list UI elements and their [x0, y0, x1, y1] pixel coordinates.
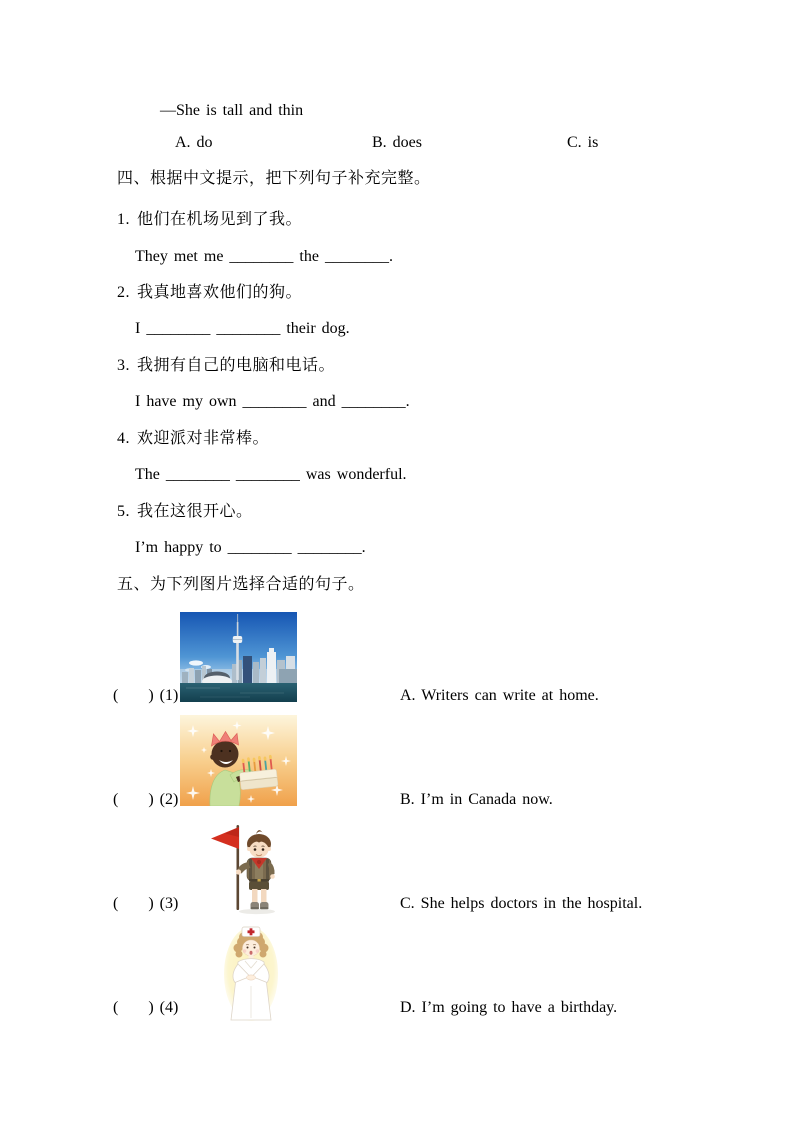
nurse-photo [211, 924, 291, 1023]
answer-slot-2: ( ) (2) [113, 791, 179, 808]
boy-birthday-cake-photo [180, 715, 297, 806]
answer-slot-4: ( ) (4) [113, 999, 179, 1016]
section4-item1-english-blank-line: They met me ________ the ________. [135, 248, 393, 265]
section4-item3-chinese [117, 356, 335, 375]
item-chinese-text: 欢迎派对非常棒。 [137, 430, 270, 447]
item-chinese-text: 我真地喜欢他们的狗。 [137, 284, 303, 301]
answer-slot-3: ( ) (3) [113, 895, 179, 912]
mc-option-a: A. do [175, 134, 213, 151]
section4-item4-english-blank-line: The ________ ________ was wonderful. [135, 466, 407, 483]
section4-item4-chinese [117, 429, 269, 448]
scout-boy-figure [236, 830, 275, 909]
item-chinese-text: 我在这很开心。 [137, 503, 253, 520]
mc-option-c: C. is [567, 134, 599, 151]
toronto-skyline-photo [180, 612, 297, 702]
section4-item5-chinese [117, 502, 253, 521]
scout-boy-flag-photo [202, 818, 294, 915]
match-option-c: C. She helps doctors in the hospital. [400, 895, 643, 912]
item-number: 4. [117, 430, 130, 447]
section4-item1-chinese [117, 210, 302, 229]
section4-item5-english-blank-line: I’m happy to ________ ________. [135, 539, 366, 556]
section4-item2-english-blank-line: I ________ ________ their dog. [135, 320, 350, 337]
section4-heading: 四、根据中文提示，把下列句子补充完整。 [117, 170, 431, 187]
match-option-b: B. I’m in Canada now. [400, 791, 553, 808]
match-option-a: A. Writers can write at home. [400, 687, 599, 704]
item-number: 3. [117, 357, 130, 374]
mc-option-b: B. does [372, 134, 422, 151]
item-number: 5. [117, 503, 130, 520]
item-number: 1. [117, 211, 130, 228]
item-chinese-text: 我拥有自己的电脑和电话。 [137, 357, 336, 374]
dialogue-reply-line: —She is tall and thin [160, 102, 304, 119]
match-option-d: D. I’m going to have a birthday. [400, 999, 618, 1016]
section4-item3-english-blank-line: I have my own ________ and ________. [135, 393, 410, 410]
item-number: 2. [117, 284, 130, 301]
section4-item2-chinese [117, 283, 302, 302]
item-chinese-text: 他们在机场见到了我。 [137, 211, 303, 228]
section5-heading: 五、为下列图片选择合适的句子。 [117, 576, 365, 593]
answer-slot-1: ( ) (1) [113, 687, 179, 704]
